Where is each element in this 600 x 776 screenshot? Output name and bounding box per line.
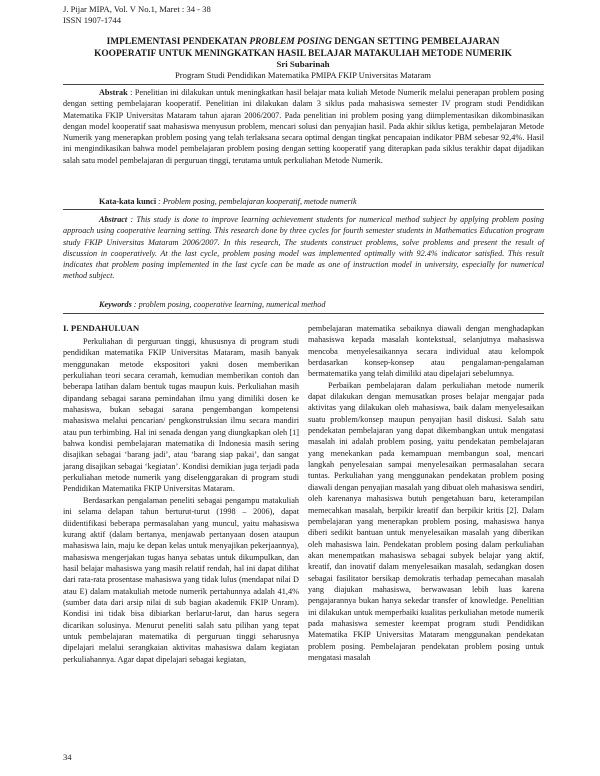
title-line1-b: DENGAN SETTING PEMBELAJARAN [331, 37, 500, 47]
title-line2: KOOPERATIF UNTUK MENINGKATKAN HASIL BELAJAR MATAKULIAH METODE NUMERIK [94, 49, 512, 59]
title-line1-italic: PROBLEM POSING [249, 37, 332, 47]
kata-kunci-text: : Problem posing, pembelajaran kooperatif, metode numerik [158, 197, 357, 206]
abstract-en-text: : This study is done to improve learning achievement students for numerical method subject by applying problem posing approach using cooperative learning setting. This research done by three cycles for fourth semester students in Mathematics Education program study FKIP Universitas Mataram 2006/2007. In this research, The students construct problems, solve problems and present the result of discussion in cooperatively. At the last cycle, problem posing model was implemented optimally with 92.4% indicator satisfied. This result indicates that problem posing implemented in the last cycle can be made as one of instruction model in university, especially for numerical method subject. [63, 215, 544, 281]
keywords-text: : problem posing, cooperative learning, numerical method [133, 300, 326, 309]
top-rule [63, 84, 544, 85]
paper-title [60, 36, 546, 60]
section-heading: I. PENDAHULUAN [63, 323, 140, 333]
left-paragraph-2: Berdasarkan pengalaman peneliti sebagai pengampu matakuliah ini selama delapan tahun berturut-turut (1998 – 2006), dapat diidentifikasi beberapa permasalahan yang muncul, yaitu mahasiswa kurang aktif (dalam bertanya, menjawab pertanyaan dosen ataupun mahasiswa lain, maju ke depan kelas untuk menyajikan pekerjaannya), mahasiswa mengerjakan tugas hanya sebatas untuk dikumpulkan, dan hasil belajar mahasiswa yang masih relatif rendah, hal ini dapat dilihat dari rata-rata prosentase mahasiswa yang tidak lulus (mendapat nilai D atau E) dalam matakuliah metode numerik pertahunnya adalah 41,4% (sumber data dari arsip nilai di sub bagian akademik FKIP Unram). Kondisi ini tidak bisa dibiarkan berlarut-larut, dan harus segera dicarikan solusinya. Menurut peneliti salah satu pilihan yang tepat untuk pembelajaran matematika di perguruan tinggi seharusnya dipelajari melalui serangkaian aktivitas mahasiswa dalam kegiatan perkuliahannya. Agar dapat dipelajari sebagai kegiatan, [63, 495, 299, 664]
right-column [308, 323, 544, 663]
page-number: 34 [63, 752, 72, 762]
author-affiliation: Program Studi Pendidikan Matematika PMIPA FKIP Universitas Mataram [175, 70, 431, 80]
kata-kunci-label: Kata-kata kunci [99, 197, 157, 206]
keywords-label: Keywords [99, 300, 132, 309]
bottom-rule [63, 313, 544, 314]
left-paragraph-1: Perkuliahan di perguruan tinggi, khususnya di program studi pendidikan matematika FKIP Universitas Mataram, masih banyak menggunakan metode ekspositori yakni dosen memberikan perkuliahan teori secara ceramah, kemudian memberikan contoh dan beberapa latihan dalam bentuk tugas maupun kuis. Perkuliahan masih dipandang sebagai sarana pemindahan ilmu yang dimiliki dosen ke mahasiswa, bukan sebagai sarana pengembangan kompetensi mahasiswa melalui pencarian/ pengkonstruksian ilmu secara mandiri atau pun terbimbing. Hal ini senada dengan yang diungkapkan oleh [1] bahwa kondisi pembelajaran matematika di Indonesia masih sering disajikan sebagai ‘barang jadi’, atau ‘barang siap pakai’, dan sangat jarang disajikan sebagai ‘kegiatan’. Kondisi demikian juga terjadi pada perkuliahan metode numerik yang diselenggarakan di program studi Pendidikan Matematika FKIP Universitas Mataram. [63, 337, 299, 494]
author-name: Sri Subarinah [276, 59, 330, 69]
journal-header: J. Pijar MIPA, Vol. V No.1, Maret : 34 - 38 [63, 4, 211, 14]
title-line1-a: IMPLEMENTASI PENDEKATAN [106, 37, 250, 47]
right-paragraph-2: Perbaikan pembelajaran dalam perkuliahan metode numerik dapat dilakukan dengan memusatkan proses belajar mengajar pada aktivitas yang dilakukan oleh mahasiswa, baik dalam menyelesaikan suatu problem/konsep maupun penyajian hasil diskusi. Salah satu pendekatan pembelajaran yang dapat dikembangkan untuk mengatasi masalah ini adalah problem posing, yaitu pendekatan pembelajaran yang menekankan pada kemampuan membangun soal, mencari langkah penyelesaian sampai menyelesaikan permasalahan secara tuntas. Perkuliahan yang menggunakan pendekatan problem posing diawali dengan penyajian masalah yang dibuat oleh mahasiswa sendiri, oleh karenanya mahasiswa butuh pengetahuan baru, keterampilan memecahkan masalah, berpikir kreatif dan berpikir kritis [2]. Dalam pembelajaran yang menerapkan problem posing, mahasiswa hanya diberi sedikit bantuan untuk menyelesaikan masalah yang diberikan oleh mahasiswa lain. Pendekatan problem posing dalam perkuliahan akan menempatkan mahasiswa sebagai subyek belajar yang aktif, kreatif, dan inovatif dalam menyelesaikan masalah, sedangkan dosen sebagai fasilitator bersikap demokratis terhadap pemecahan masalah yang diajukan mahasiswa, berwawasan lebih luas karena pengajarannya bukan hanya sekedar transfer of knowledge. Penelitian ini dilakukan untuk memperbaiki kualitas perkuliahan metode numerik pada mahasiswa semester keempat program studi Pendidikan Matematika FKIP Universitas Mataram menggunakan pendekatan problem posing. Pembelajaran pendekatan problem posing untuk mengatasi masalah [308, 380, 544, 662]
abstrak-paragraph [63, 87, 544, 166]
issn-line: ISSN 1907-1744 [63, 15, 122, 25]
middle-rule [63, 209, 544, 210]
keywords-line [99, 299, 539, 310]
abstract-en-label: Abstract [99, 215, 128, 224]
abstract-en-paragraph [63, 214, 544, 282]
abstrak-label: Abstrak [99, 88, 128, 97]
kata-kunci-line [99, 196, 539, 207]
right-paragraph-1: pembelajaran matematika sebaiknya diawali dengan menghadapkan mahasiswa kepada masalah kontekstual, selanjutnya mahasiswa mencoba menyelesaikannya secara individual atau kelompok berdasarkan konsep-konsep atau pengalaman-pengalaman bermatematika yang telah dimiliki atau dipelajari sebelumnya. [308, 324, 544, 379]
left-column [63, 336, 299, 665]
abstrak-text: : Penelitian ini dilakukan untuk meningkatkan hasil belajar mata kuliah Metode Numerik melalui penerapan problem posing dengan setting pembelajaran kooperatif. Penelitian ini dilakukan dalam 3 siklus pada mahasiswa semester IV program studi Pendidikan Matematika FKIP Universitas Mataram tahun ajaran 2006/2007. Pada penelitian ini problem posing yang diimplementasikan dikombinasikan dengan model kooperatif saat mahasiswa menyusun problem, mencari solusi dan penyajian hasil. Pada akhir siklus ketiga, pembelajaran Metode Numerik yang menerapkan problem posing yang telah terlaksana secara optimal dengan tingkat pencapaian indikator PBM sebesar 92,4%. Hasil ini mengindikasikan bahwa model pembelajaran problem posing dengan setting kooperatif yang diterapkan pada siklus terakhir dapat dijadikan salah satu model pembelajaran di perguruan tinggi, terutama untuk perkuliahan Metode Numerik. [63, 88, 544, 165]
